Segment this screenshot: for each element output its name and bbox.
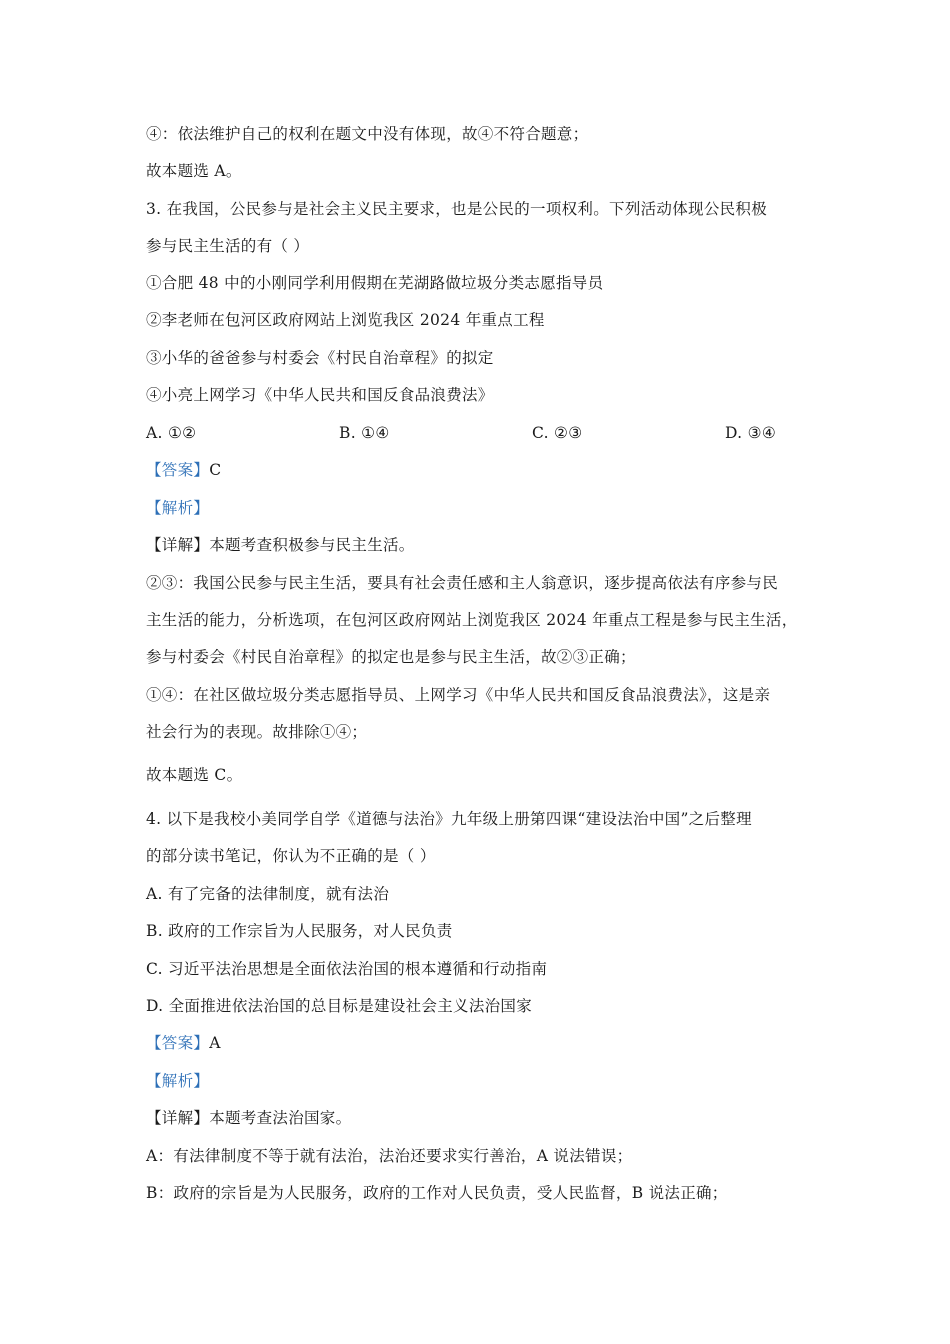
analysis-tag: 【解析】 [146,499,210,517]
q3-explanation-1-line-3: 参与村委会《村民自治章程》的拟定也是参与民主生活，故②③正确； [146,648,636,666]
q3-item-3: ③小华的爸爸参与村委会《村民自治章程》的拟定 [146,349,494,367]
q3-answer-value: C [209,461,222,479]
q3-explanation-1-line-1: ②③：我国公民参与民主生活，要具有社会责任感和主人翁意识，逐步提高依法有序参与民 [146,574,779,592]
q4-analysis-heading [146,1070,826,1092]
q4-option-b: B. 政府的工作宗旨为人民服务，对人民负责 [146,922,453,940]
q4-detail-intro: 本题考查法治国家。 [209,1109,352,1127]
q4-detail-line [146,1107,826,1129]
q4-explanation-b: B：政府的宗旨是为人民服务，政府的工作对人民负责，受人民监督，B 说法正确； [146,1184,728,1202]
q3-conclusion: 故本题选 C。 [146,766,243,784]
q3-item-1: ①合肥 48 中的小刚同学利用假期在芜湖路做垃圾分类志愿指导员 [146,274,604,292]
q4-stem-line-1: 4. 以下是我校小美同学自学《道德与法治》九年级上册第四课“建设法治中国”之后整理 [146,810,752,828]
detail-tag: 【详解】 [146,1109,210,1127]
q4-option-c: C. 习近平法治思想是全面依法治国的根本遵循和行动指南 [146,960,548,978]
q4-answer-value: A [209,1034,221,1052]
q4-answer-line [146,1032,826,1054]
analysis-tag: 【解析】 [146,1072,210,1090]
q3-explanation-2-line-2: 社会行为的表现。故排除①④； [146,723,368,741]
q3-option-b: B. ①④ [339,424,390,442]
q2-explanation-line-4: ④：依法维护自己的权利在题文中没有体现，故④不符合题意； [146,125,589,143]
answer-tag: 【答案】 [146,461,210,479]
q2-conclusion: 故本题选 A。 [146,162,242,180]
detail-tag: 【详解】 [146,536,210,554]
q4-option-a: A. 有了完备的法律制度，就有法治 [146,885,390,903]
q3-answer-line [146,459,826,481]
q3-detail-intro: 本题考查积极参与民主生活。 [209,536,415,554]
q3-stem-line-1: 3. 在我国，公民参与是社会主义民主要求，也是公民的一项权利。下列活动体现公民积极 [146,200,768,218]
q3-option-a: A. ①② [146,424,197,442]
q3-option-c: C. ②③ [532,424,583,442]
q3-stem-line-2: 参与民主生活的有（ ） [146,237,310,255]
q3-explanation-1-line-2: 主生活的能力，分析选项，在包河区政府网站上浏览我区 2024 年重点工程是参与民主生活， [146,611,798,629]
q3-item-2: ②李老师在包河区政府网站上浏览我区 2024 年重点工程 [146,311,545,329]
q4-stem-line-2: 的部分读书笔记，你认为不正确的是（ ） [146,847,436,865]
q3-analysis-heading [146,497,826,519]
q3-option-d: D. ③④ [725,424,777,442]
answer-tag: 【答案】 [146,1034,210,1052]
q4-option-d: D. 全面推进依法治国的总目标是建设社会主义法治国家 [146,997,533,1015]
q3-detail-line [146,534,826,556]
q3-item-4: ④小亮上网学习《中华人民共和国反食品浪费法》 [146,386,494,404]
q3-explanation-2-line-1: ①④：在社区做垃圾分类志愿指导员、上网学习《中华人民共和国反食品浪费法》，这是亲 [146,686,771,704]
q4-explanation-a: A：有法律制度不等于就有法治，法治还要求实行善治，A 说法错误； [146,1147,633,1165]
